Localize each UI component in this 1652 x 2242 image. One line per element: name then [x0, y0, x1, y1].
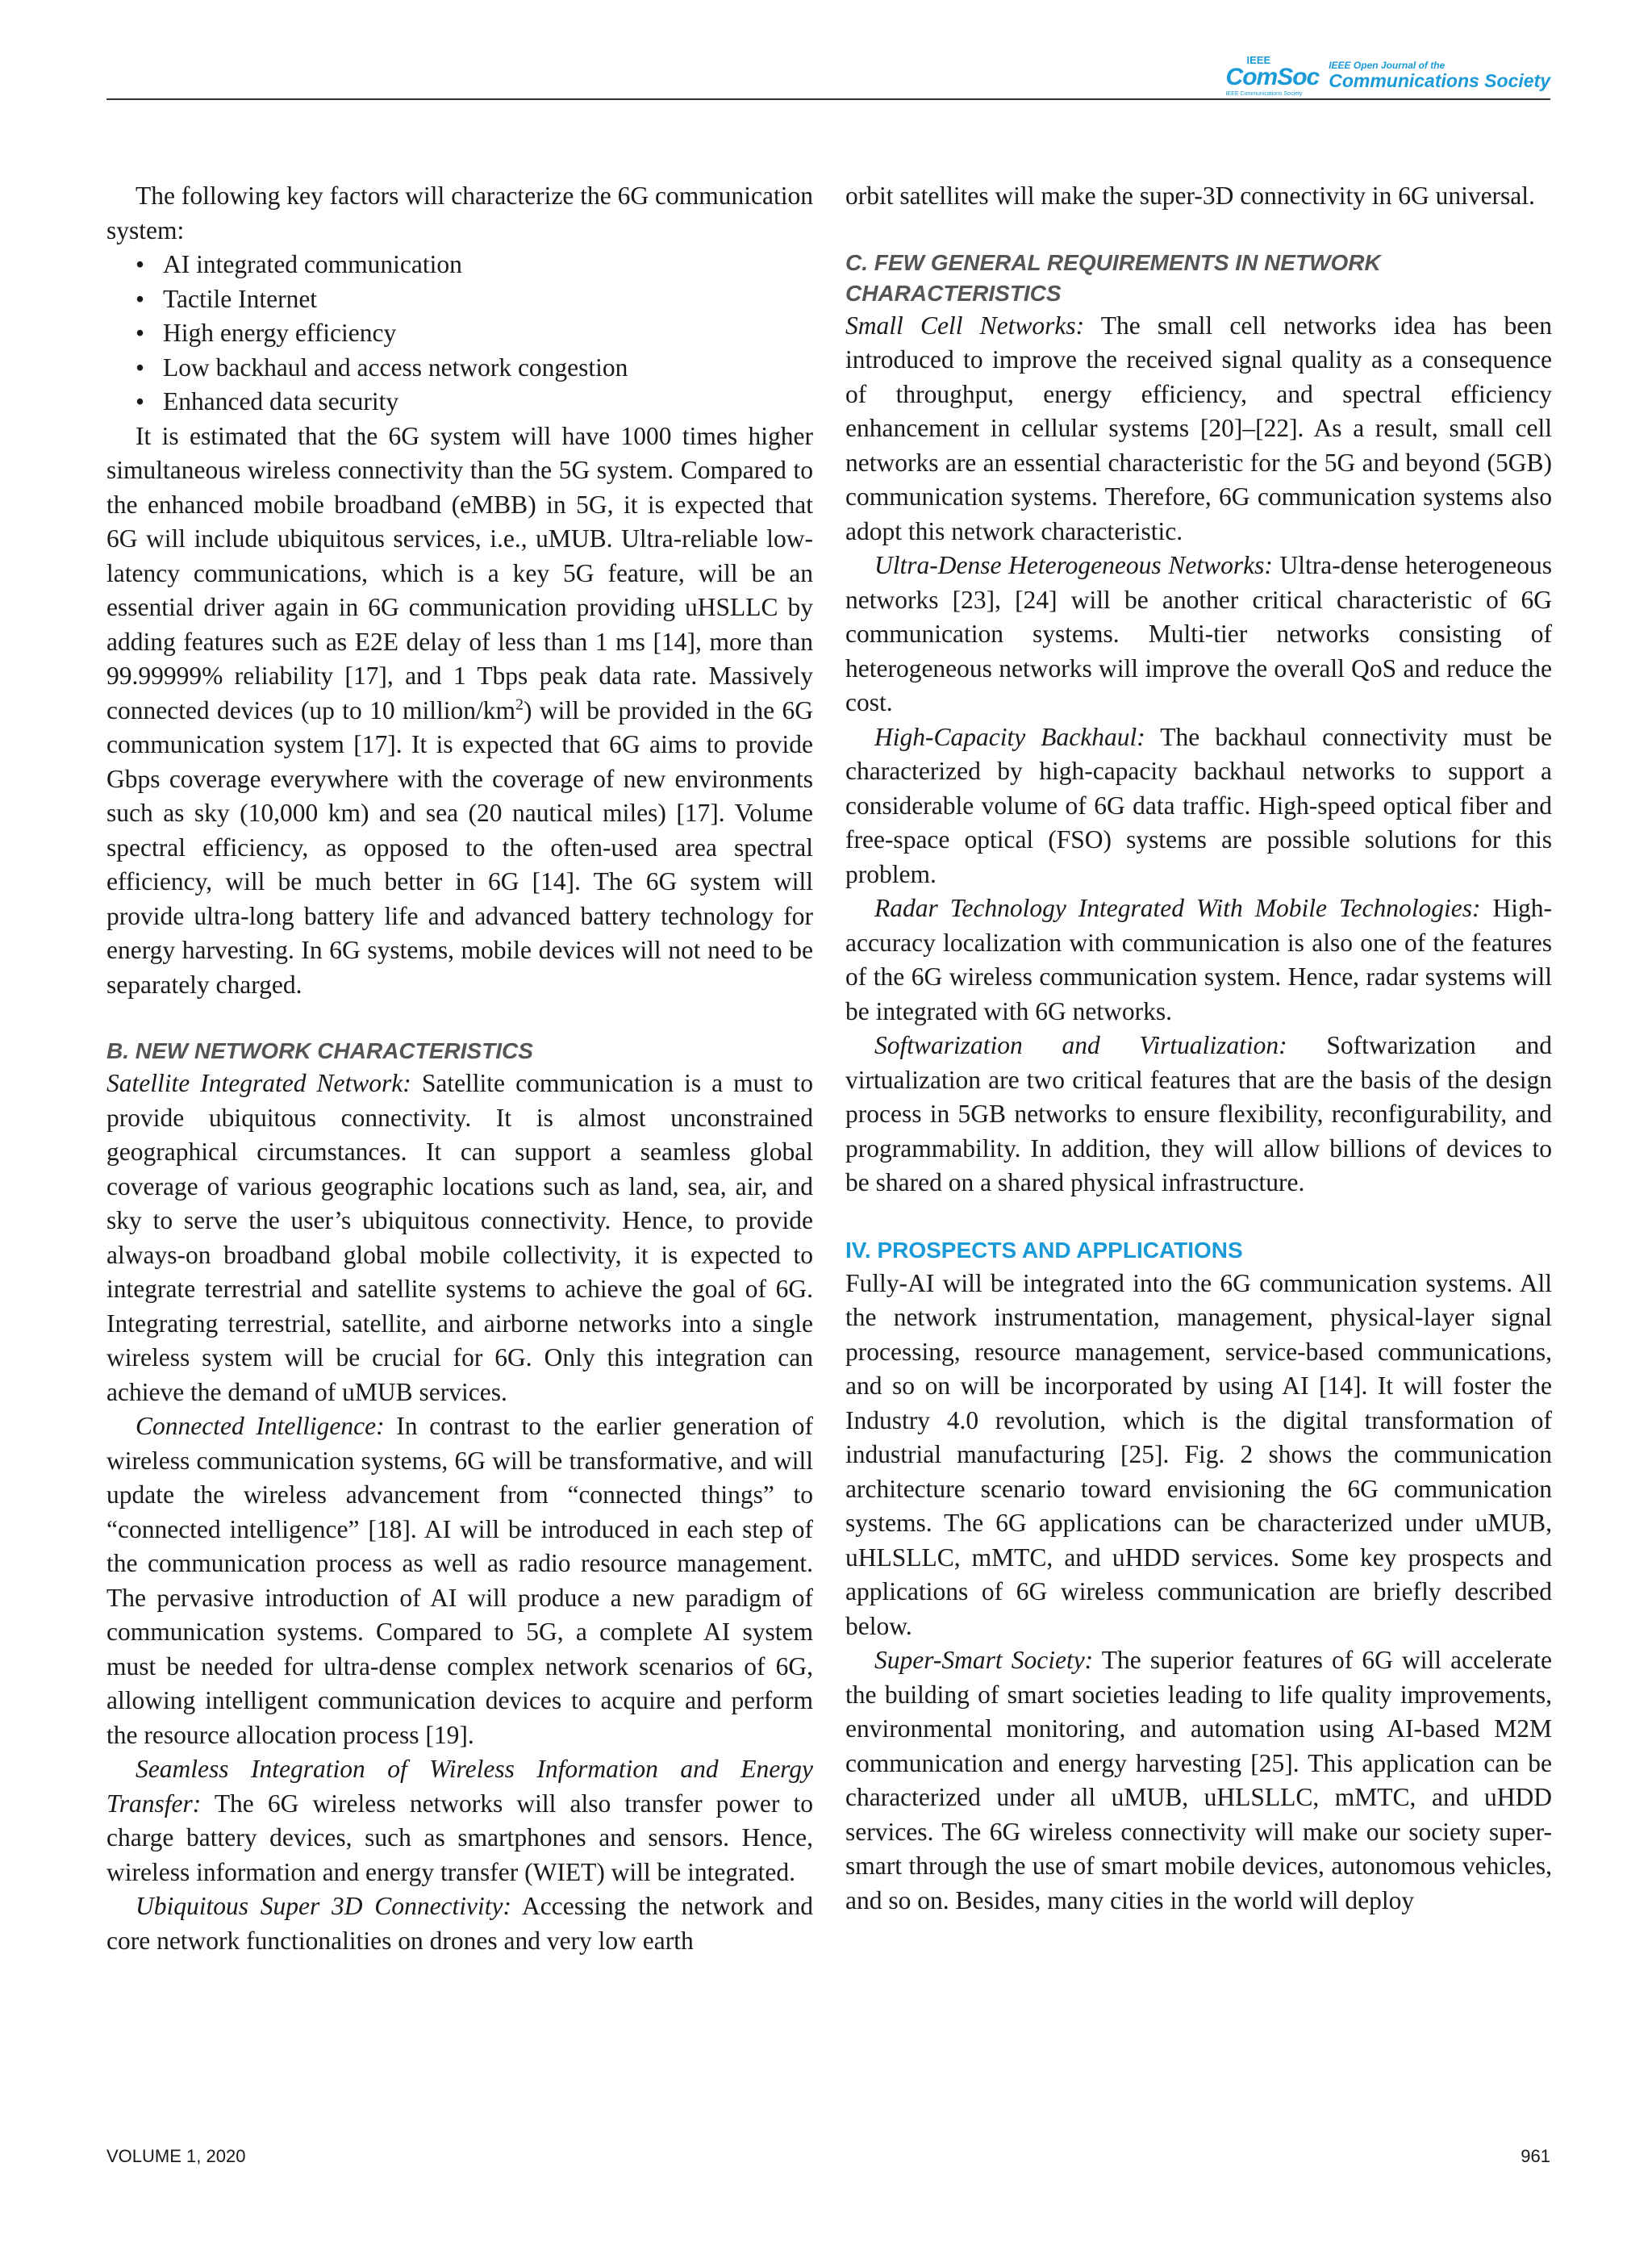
- softwarization-heading: Softwarization and Virtualization:: [874, 1031, 1287, 1059]
- radar-heading: Radar Technology Integrated With Mobile Technologies:: [874, 894, 1481, 922]
- list-item: • Low backhaul and access network congestion: [136, 351, 813, 386]
- list-item: • AI integrated communication: [136, 248, 813, 282]
- continued-paragraph: orbit satellites will make the super-3D connectivity in 6G universal.: [845, 182, 1535, 210]
- logo-society-text: IEEE Communications Society: [1225, 91, 1303, 97]
- wiet-paragraph: [106, 1752, 813, 1889]
- super-smart-text: The superior features of 6G will accelerate the building of smart societies leading to life quality improvements, environmental monitoring, and automation using AI-based M2M communication and energy harvesting [25]. This application can be characterized under all uMUB, uHLSLLC, mMTC, and uHDD services. The 6G wireless connectivity will make our society super-smart through the use of smart mobile devices, autonomous vehicles, and so on. Besides, many cities in the world will deploy: [845, 1646, 1553, 1914]
- logo-comsoc-text: ComSoc: [1225, 64, 1320, 90]
- estimate-paragraph: [106, 420, 813, 1003]
- comsoc-logo: [1226, 55, 1320, 97]
- super-3d-text: Accessing the network and core network functionalities on drones and very low earth: [106, 1892, 813, 1955]
- section-heading-iv: IV. PROSPECTS AND APPLICATIONS: [845, 1237, 1243, 1263]
- list-item: • High energy efficiency: [136, 316, 813, 351]
- softwarization-text: Softwarization and virtualization are two critical features that are the basis of the design process in 5GB networks to ensure flexibility, reconfigurability, and programmability. In addition, they will allow billions of devices to be shared on a shared physical infrastructure.: [845, 1031, 1552, 1196]
- satellite-paragraph: [106, 1067, 813, 1409]
- journal-name: [1329, 60, 1550, 91]
- estimate-text-b: ) will be provided in the 6G communication system [17]. It is expected that 6G aims to provide Gbps coverage everywhere with the coverage of new environments such as sky (10,000 km) and sea (20 nautical miles) [17]. Volume spectral efficiency, as opposed to the often-used area spectral efficiency, will be much better in 6G [14]. The 6G system will provide ultra-long battery life and advanced battery technology for energy harvesting. In 6G systems, mobile devices will not need to be separately charged.: [106, 695, 813, 999]
- list-item: • Enhanced data security: [136, 385, 813, 420]
- small-cell-paragraph: [845, 309, 1552, 549]
- ultra-dense-heading: Ultra-Dense Heterogeneous Networks:: [874, 551, 1273, 579]
- small-cell-text: The small cell networks idea has been introduced to improve the received signal quality as a consequence of throughput, energy efficiency, and spectral efficiency enhancement in cellular systems [20]–[22]. As a result, small cell networks are an essential characteristic for the 5G and beyond (5GB) communication systems. Therefore, 6G communication systems also adopt this network characteristic.: [845, 311, 1552, 545]
- small-cell-heading: Small Cell Networks:: [845, 311, 1085, 340]
- prospects-paragraph: Fully-AI will be integrated into the 6G communication systems. All the network instrumentation, management, physical-layer signal processing, resource management, service-based communications, and so on will be incorporated by using AI [14]. It will foster the Industry 4.0 revolution, which is the digital transformation of industrial manufacturing [25]. Fig. 2 shows the communication architecture scenario toward envisioning the 6G communication systems. The 6G applications can be characterized under uMUB, uHLSLLC, mMTC, and uHDD services. Some key prospects and applications of 6G wireless communication are briefly described below.: [845, 1268, 1552, 1640]
- header-rule: [106, 98, 1550, 100]
- list-item: • Tactile Internet: [136, 282, 813, 317]
- backhaul-heading: High-Capacity Backhaul:: [874, 722, 1145, 751]
- backhaul-paragraph: [845, 720, 1552, 892]
- softwarization-paragraph: [845, 1029, 1552, 1200]
- connected-intelligence-paragraph: [106, 1409, 813, 1752]
- ultra-dense-paragraph: [845, 549, 1552, 720]
- key-factors-list: [106, 248, 813, 420]
- satellite-text: Satellite communication is a must to provide ubiquitous connectivity. It is almost unconstrained geographical circumstances. It can support a seamless global coverage of various geographic locations such as land, sea, air, and sky to serve the user’s ubiquitous connectivity. Hence, to provide always-on broadband global mobile collectivity, it is expected to integrate terrestrial and satellite systems to achieve the goal of 6G. Integrating terrestrial, satellite, and airborne networks into a single wireless system will be crucial for 6G. Only this integration can achieve the demand of uMUB services.: [106, 1069, 813, 1406]
- super-3d-heading: Ubiquitous Super 3D Connectivity:: [136, 1892, 511, 1920]
- logo-ieee-text: IEEE: [1246, 54, 1271, 66]
- satellite-heading: Satellite Integrated Network:: [106, 1069, 411, 1097]
- super-3d-paragraph: [106, 1889, 813, 1958]
- superscript: 2: [515, 695, 524, 713]
- journal-logo: [1226, 55, 1550, 97]
- intro-paragraph: The following key factors will characterize the 6G communication system:: [106, 182, 813, 244]
- journal-name-small: IEEE Open Journal of the: [1329, 60, 1446, 72]
- ultra-dense-text: Ultra-dense heterogeneous networks [23], [24] will be another critical characteristic of 6G communication systems. Multi-tier networks consisting of heterogeneous networks will improve the overall QoS and reduce the cost.: [845, 551, 1552, 716]
- section-heading-c: C. FEW GENERAL REQUIREMENTS IN NETWORK CHARACTERISTICS: [845, 249, 1381, 306]
- super-smart-paragraph: [845, 1643, 1552, 1918]
- footer-page-number: 961: [1521, 2146, 1550, 2166]
- radar-text: High-accuracy localization with communication is also one of the features of the 6G wireless communication system. Hence, radar systems will be integrated with 6G networks.: [845, 894, 1552, 1025]
- page-header: [106, 50, 1550, 98]
- connected-intelligence-text: In contrast to the earlier generation of wireless communication systems, 6G will be transformative, and will update the wireless advancement from “connected things” to “connected intelligence” [18]. AI will be introduced in each step of the communication process as well as radio resource management. The pervasive introduction of AI will produce a new paradigm of communication systems. Compared to 5G, a complete AI system must be needed for ultra-dense complex network scenarios of 6G, allowing intelligent communication devices to acquire and perform the resource allocation process [19].: [106, 1412, 814, 1749]
- right-column: [845, 179, 1552, 1918]
- radar-paragraph: [845, 891, 1552, 1029]
- footer-volume: VOLUME 1, 2020: [106, 2146, 246, 2166]
- left-column: [106, 179, 813, 1958]
- journal-name-big: Communications Society: [1329, 70, 1550, 92]
- backhaul-text: The backhaul connectivity must be characterized by high-capacity backhaul networks to support a considerable volume of 6G data traffic. High-speed optical fiber and free-space optical (FSO) systems are possible solutions for this problem.: [845, 722, 1552, 888]
- estimate-text-a: It is estimated that the 6G system will have 1000 times higher simultaneous wireless connectivity than the 5G system. Compared to the enhanced mobile broadband (eMBB) in 5G, it is expected that 6G will include ubiquitous services, i.e., uMUB. Ultra-reliable low-latency communications, which is a key 5G feature, will be an essential driver again in 6G communication providing uHSLLC by adding features such as E2E delay of less than 1 ms [14], more than 99.99999% reliability [17], and 1 Tbps peak data rate. Massively connected devices (up to 10 million/km: [106, 421, 813, 724]
- wiet-heading: Seamless Integration of Wireless Information and Energy Transfer:: [106, 1755, 813, 1818]
- wiet-text: The 6G wireless networks will also transfer power to charge battery devices, such as smartphones and sensors. Hence, wireless information and energy transfer (WIET) will be integrated.: [106, 1789, 813, 1886]
- section-heading-b: B. NEW NETWORK CHARACTERISTICS: [106, 1038, 533, 1063]
- connected-intelligence-heading: Connected Intelligence:: [136, 1412, 385, 1440]
- super-smart-heading: Super-Smart Society:: [874, 1646, 1094, 1674]
